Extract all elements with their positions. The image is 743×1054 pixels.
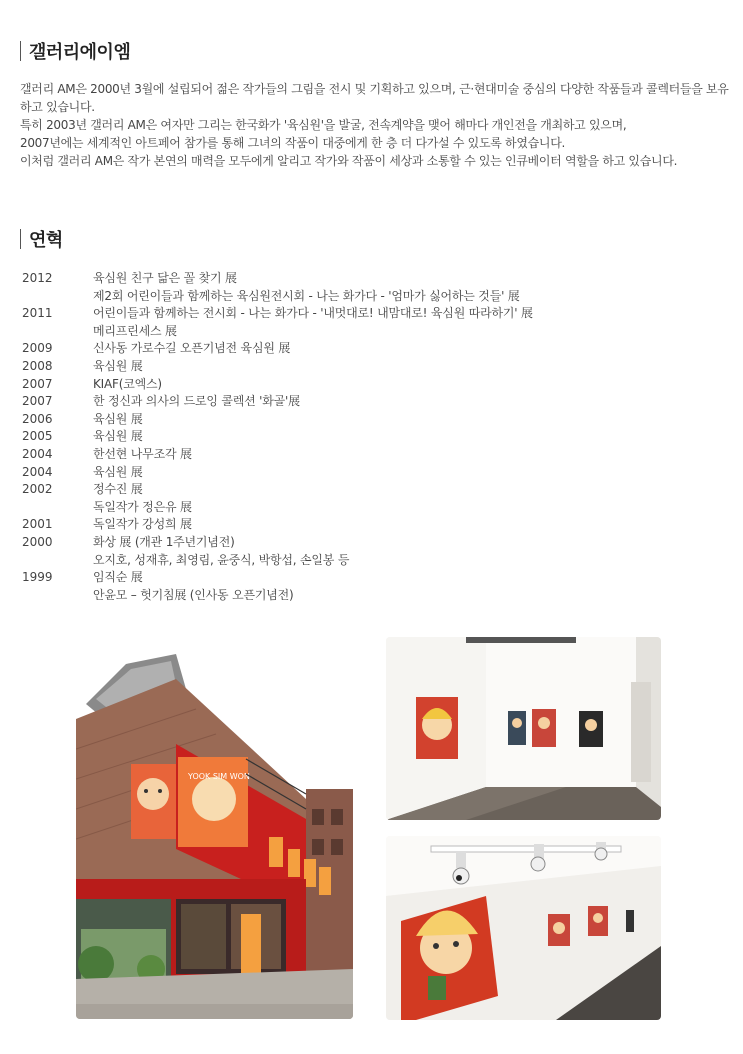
history-event: 오지호, 성재휴, 최영림, 윤중식, 박항섭, 손일봉 등 (93, 552, 350, 567)
history-year: 1999 (22, 570, 53, 585)
history-row (22, 323, 533, 341)
history-event: 제2회 어린이들과 함께하는 육심원전시회 - 나는 화가다 - '엄마가 싫어하는 것들' 展 (93, 288, 520, 303)
history-row (22, 428, 533, 446)
intro-paragraph: 특히 2003년 갤러리 AM은 여자만 그리는 한국화가 '육심원'을 발굴, 전속계약을 맺어 해마다 개인전을 개최하고 있으며, (20, 118, 627, 132)
history-year: 2007 (22, 394, 53, 409)
history-event: 독일작가 강성희 展 (93, 517, 192, 532)
history-list (22, 270, 533, 604)
history-row (22, 411, 533, 429)
history-event: 정수진 展 (93, 482, 143, 497)
history-year: 2002 (22, 482, 53, 497)
history-row (22, 305, 533, 323)
history-row (22, 587, 533, 605)
banner-text: YOOK SIM WON (188, 772, 250, 781)
history-year: 2004 (22, 446, 53, 461)
history-event: 육심원 展 (93, 358, 143, 373)
history-title: 연혁 (29, 230, 63, 251)
history-heading (20, 226, 63, 252)
history-event: 육심원 친구 닮은 꼴 찾기 展 (93, 271, 237, 285)
gallery-heading (20, 38, 130, 64)
history-row (22, 499, 533, 517)
history-event: 육심원 展 (93, 411, 143, 426)
heading-divider (20, 229, 21, 249)
exhibition-hall-photo (386, 637, 661, 820)
history-row (22, 270, 533, 288)
history-event: 화상 展 (개관 1주년기념전) (93, 534, 235, 549)
heading-divider (20, 41, 21, 61)
history-event: 임직순 展 (93, 570, 143, 585)
gallery-building-photo (76, 649, 353, 1019)
history-row (22, 464, 533, 482)
history-row (22, 569, 533, 587)
history-event: 메리프린세스 展 (93, 323, 177, 338)
history-year: 2004 (22, 464, 53, 479)
gallery-title: 갤러리에이엠 (29, 42, 131, 63)
history-row (22, 393, 533, 411)
history-event: 육심원 展 (93, 429, 143, 444)
history-year: 2008 (22, 358, 53, 373)
history-row (22, 534, 533, 552)
intro-paragraph: 이처럼 갤러리 AM은 작가 본연의 매력을 모두에게 알리고 작가와 작품이 세상과 소통할 수 있는 인큐베이터 역할을 하고 있습니다. (20, 154, 678, 168)
history-event: 육심원 展 (93, 464, 143, 479)
history-year: 2011 (22, 306, 53, 321)
history-row (22, 376, 533, 394)
history-event: 한선현 나무조각 展 (93, 446, 192, 461)
history-event: 어린이들과 함께하는 전시회 - 나는 화가다 - '내멋대로! 내맘대로! 육심원 따라하기' 展 (93, 306, 533, 321)
history-row (22, 288, 533, 306)
history-year: 2005 (22, 429, 53, 444)
history-row (22, 358, 533, 376)
gallery-intro (20, 80, 730, 170)
history-row (22, 446, 533, 464)
history-row (22, 552, 533, 570)
intro-paragraph: 2007년에는 세계적인 아트페어 참가를 통해 그녀의 작품이 대중에게 한 층 더 다가설 수 있도록 하였습니다. (20, 136, 566, 150)
history-year: 2009 (22, 341, 53, 356)
history-year: 2007 (22, 376, 53, 391)
history-event: 독일작가 정은유 展 (93, 499, 192, 514)
history-year: 2001 (22, 517, 53, 532)
history-year (22, 552, 93, 570)
history-event: KIAF(코엑스) (93, 376, 162, 391)
history-row (22, 516, 533, 534)
intro-paragraph: 갤러리 AM은 2000년 3월에 설립되어 젊은 작가들의 그림을 전시 및 기획하고 있으며, 근·현대미술 중심의 다양한 작품들과 콜렉터들을 보유하고 있습니다. (20, 82, 729, 114)
history-year (22, 587, 93, 605)
history-year (22, 288, 93, 306)
history-year: 2000 (22, 534, 53, 549)
history-event: 한 정신과 의사의 드로잉 콜렉션 '화골'展 (93, 394, 300, 409)
history-row (22, 340, 533, 358)
history-year (22, 499, 93, 517)
history-year (22, 323, 93, 341)
history-year: 2006 (22, 411, 53, 426)
exhibition-room-photo (386, 836, 661, 1020)
history-event: 신사동 가로수길 오픈기념전 육심원 展 (93, 341, 291, 356)
history-event: 안윤모 – 헛기침展 (인사동 오픈기념전) (93, 587, 294, 602)
history-row (22, 481, 533, 499)
history-year: 2012 (22, 271, 53, 285)
